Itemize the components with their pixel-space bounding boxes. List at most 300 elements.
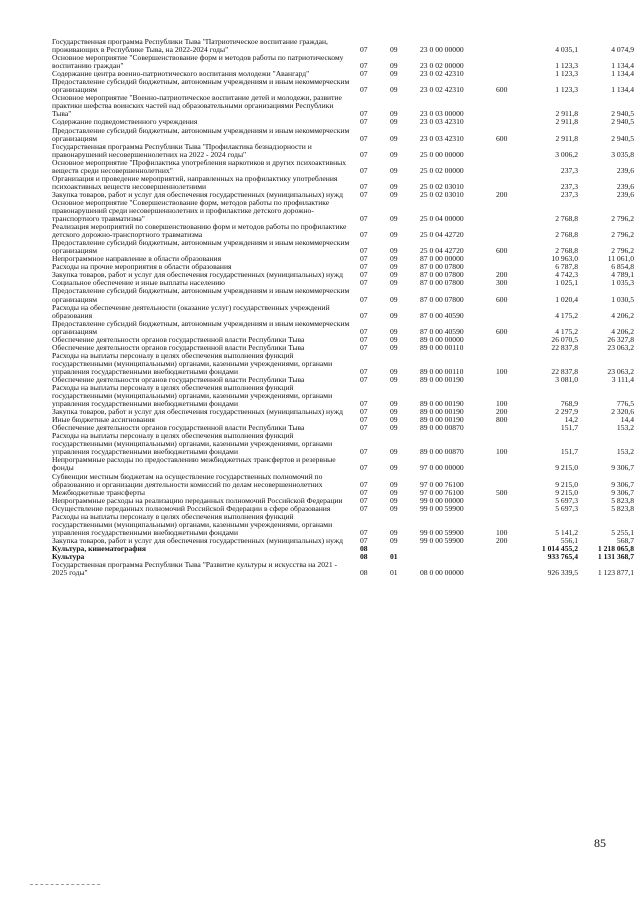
subsection-cell: 09 bbox=[390, 230, 398, 240]
amount-year2-cell: 568,7 bbox=[616, 535, 634, 545]
amount-year1-cell: 3 081,0 bbox=[555, 374, 578, 384]
table-row bbox=[52, 432, 634, 456]
section-cell: 07 bbox=[360, 117, 368, 127]
subsection-cell: 09 bbox=[390, 69, 398, 79]
subsection-cell: 09 bbox=[390, 133, 398, 143]
amount-year1-cell: 2 911,8 bbox=[555, 117, 578, 127]
amount-year2-cell: 6 854,8 bbox=[611, 262, 634, 272]
table-row bbox=[52, 159, 634, 175]
amount-year2-cell: 153,2 bbox=[616, 447, 634, 457]
expense-type-cell: 300 bbox=[496, 278, 508, 288]
target-article-cell: 08 0 00 00000 bbox=[420, 568, 464, 578]
subsection-cell: 09 bbox=[390, 463, 398, 473]
subsection-cell: 09 bbox=[390, 527, 398, 537]
amount-year2-cell: 14,4 bbox=[620, 415, 634, 425]
section-cell: 07 bbox=[360, 246, 368, 256]
expense-type-cell bbox=[496, 143, 526, 159]
section-cell: 07 bbox=[360, 399, 368, 409]
amount-year1-cell: 1 123,3 bbox=[555, 85, 578, 95]
expense-type-cell: 600 bbox=[496, 294, 508, 304]
expense-type-cell bbox=[496, 497, 526, 505]
row-name-cell: Расходы на выплаты персоналу в целях обеспечения выполнения функций государственными (муниципальными) органами, казенными учреждениями, органами управления государственными внебюджетными фондами bbox=[52, 383, 333, 409]
subsection-cell: 09 bbox=[390, 423, 398, 433]
amount-year1-cell: 2 768,8 bbox=[555, 246, 578, 256]
expense-type-cell: 500 bbox=[496, 487, 508, 497]
expense-type-cell bbox=[496, 424, 526, 432]
subsection-cell: 09 bbox=[390, 181, 398, 191]
target-article-cell: 87 0 00 07800 bbox=[420, 270, 464, 280]
expense-type-cell bbox=[496, 175, 526, 191]
subsection-cell: 01 bbox=[390, 568, 398, 578]
table-row bbox=[52, 352, 634, 376]
target-article-cell: 97 0 00 76100 bbox=[420, 487, 464, 497]
section-cell: 07 bbox=[360, 189, 368, 199]
amount-year1-cell: 6 787,8 bbox=[555, 262, 578, 272]
expense-type-cell bbox=[496, 456, 526, 472]
section-cell: 07 bbox=[360, 61, 368, 71]
expense-type-cell: 100 bbox=[496, 447, 508, 457]
amount-year2-cell: 1 123 877,1 bbox=[597, 568, 634, 578]
table-row bbox=[52, 175, 634, 191]
amount-year1-cell: 9 215,0 bbox=[555, 463, 578, 473]
row-name-cell: Основное мероприятие "Военно-патриотическое воспитание детей и молодежи, развитие практики шефства воинских частей над образовательными организациями Республики Тыва" bbox=[52, 93, 342, 119]
amount-year1-cell: 237,3 bbox=[560, 181, 578, 191]
table-row bbox=[52, 304, 634, 320]
target-article-cell: 99 0 00 59900 bbox=[420, 503, 464, 513]
amount-year2-cell: 4 206,2 bbox=[611, 326, 634, 336]
expense-type-cell bbox=[496, 545, 526, 553]
subsection-cell: 09 bbox=[390, 399, 398, 409]
row-name-cell: Межбюджетные трансферты bbox=[52, 487, 145, 497]
table-row bbox=[52, 127, 634, 143]
amount-year2-cell: 5 823,8 bbox=[611, 495, 634, 505]
amount-year1-cell: 10 963,0 bbox=[551, 254, 578, 264]
expense-type-cell: 200 bbox=[496, 189, 508, 199]
subsection-cell: 09 bbox=[390, 214, 398, 224]
amount-year2-cell: 153,2 bbox=[616, 423, 634, 433]
row-name-cell: Содержание подведомственного учреждения bbox=[52, 117, 198, 127]
subsection-cell: 09 bbox=[390, 479, 398, 489]
section-cell: 07 bbox=[360, 487, 368, 497]
row-name-cell: Непрограммные расходы по предоставлению межбюджетных трансфертов и резервные фонды bbox=[52, 455, 336, 473]
amount-year1-cell: 9 215,0 bbox=[555, 487, 578, 497]
table-row bbox=[52, 287, 634, 303]
subsection-cell: 09 bbox=[390, 61, 398, 71]
amount-year1-cell: 1 014 455,2 bbox=[541, 543, 578, 553]
section-cell: 08 bbox=[360, 552, 368, 561]
section-cell: 07 bbox=[360, 326, 368, 336]
table-row bbox=[52, 199, 634, 223]
row-name-cell: Основное мероприятие "Совершенствование форм, методов работы по профилактике правонарушений среди несовершеннолетних и профилактике детского дорожно-транспортного травматизма" bbox=[52, 197, 330, 224]
row-name-cell: Непрограммное направление в области образования bbox=[52, 254, 222, 264]
row-name-cell: Реализация мероприятий по совершенствованию форм и методов работы по профилактике детского дорожно-транспортного травматизма bbox=[52, 222, 347, 240]
section-cell: 07 bbox=[360, 69, 368, 79]
table-row bbox=[52, 456, 634, 472]
table-row bbox=[52, 78, 634, 94]
expense-type-cell: 200 bbox=[496, 535, 508, 545]
amount-year1-cell: 14,2 bbox=[564, 415, 578, 425]
target-article-cell: 89 0 00 00870 bbox=[420, 423, 464, 433]
target-article-cell: 23 0 02 42310 bbox=[420, 69, 464, 79]
amount-year1-cell: 2 768,8 bbox=[555, 214, 578, 224]
target-article-cell: 87 0 00 40590 bbox=[420, 310, 464, 320]
amount-year2-cell: 2 940,5 bbox=[611, 117, 634, 127]
amount-year2-cell: 2 796,2 bbox=[611, 214, 634, 224]
expense-type-cell bbox=[496, 255, 526, 263]
expense-type-cell: 100 bbox=[496, 527, 508, 537]
subsection-cell: 09 bbox=[390, 262, 398, 272]
row-name-cell: Расходы на обеспечение деятельности (оказание услуг) государственных учреждений образования bbox=[52, 302, 330, 320]
amount-year1-cell: 151,7 bbox=[560, 447, 578, 457]
subsection-cell: 09 bbox=[390, 45, 398, 55]
expense-type-cell: 200 bbox=[496, 270, 508, 280]
target-article-cell: 23 0 03 42310 bbox=[420, 117, 464, 127]
row-name-cell: Обеспечение деятельности органов государственной власти Республики Тыва bbox=[52, 342, 305, 352]
budget-table-body bbox=[52, 38, 634, 577]
target-article-cell: 25 0 04 00000 bbox=[420, 214, 464, 224]
section-cell: 07 bbox=[360, 479, 368, 489]
target-article-cell: 25 0 02 00000 bbox=[420, 165, 464, 175]
target-article-cell: 89 0 00 00190 bbox=[420, 399, 464, 409]
amount-year1-cell: 22 837,8 bbox=[551, 342, 578, 352]
amount-year1-cell: 1 123,3 bbox=[555, 61, 578, 71]
target-article-cell: 89 0 00 00190 bbox=[420, 415, 464, 425]
target-article-cell: 25 0 04 42720 bbox=[420, 230, 464, 240]
target-article-cell: 23 0 02 00000 bbox=[420, 61, 464, 71]
amount-year1-cell: 556,1 bbox=[560, 535, 578, 545]
subsection-cell: 09 bbox=[390, 326, 398, 336]
row-name-cell: Организация и проведение мероприятий, направленных на профилактику употребления психоактивных веществ несовершеннолетними bbox=[52, 173, 338, 191]
row-name-cell: Предоставление субсидий бюджетным, автономным учреждениям и иным некоммерческим организациям bbox=[52, 238, 350, 256]
amount-year2-cell: 4 789,1 bbox=[611, 270, 634, 280]
expense-type-cell bbox=[496, 223, 526, 239]
amount-year1-cell: 2 911,8 bbox=[555, 133, 578, 143]
target-article-cell bbox=[420, 553, 496, 561]
row-name-cell: Основное мероприятие "Совершенствование форм и методов работы по патриотическому воспитанию граждан" bbox=[52, 53, 344, 71]
amount-year1-cell: 926 339,5 bbox=[547, 568, 578, 578]
target-article-cell: 87 0 00 07800 bbox=[420, 278, 464, 288]
row-name-cell: Иные бюджетные ассигнования bbox=[52, 415, 155, 425]
table-row bbox=[52, 94, 634, 118]
expense-type-cell bbox=[496, 553, 526, 561]
section-cell: 07 bbox=[360, 495, 368, 505]
table-row bbox=[52, 38, 634, 54]
expense-type-cell bbox=[496, 199, 526, 223]
amount-year2-cell: 5 255,1 bbox=[611, 527, 634, 537]
target-article-cell: 89 0 00 00190 bbox=[420, 374, 464, 384]
amount-year2-cell: 776,5 bbox=[616, 399, 634, 409]
section-cell: 07 bbox=[360, 294, 368, 304]
target-article-cell: 89 0 00 00000 bbox=[420, 334, 464, 344]
subsection-cell: 09 bbox=[390, 246, 398, 256]
row-name-cell: Государственная программа Республики Тыва "Патриотическое воспитание граждан, проживающих в Республике Тыва, на 2022-2024 годы" bbox=[52, 37, 328, 55]
amount-year2-cell: 9 306,7 bbox=[611, 463, 634, 473]
section-cell: 07 bbox=[360, 262, 368, 272]
table-row bbox=[52, 384, 634, 408]
amount-year2-cell: 1 131 368,7 bbox=[597, 552, 634, 561]
section-cell: 07 bbox=[360, 503, 368, 513]
section-cell: 07 bbox=[360, 165, 368, 175]
amount-year1-cell: 4 035,1 bbox=[555, 45, 578, 55]
target-article-cell: 23 0 00 00000 bbox=[420, 45, 464, 55]
subsection-cell: 09 bbox=[390, 495, 398, 505]
subsection-cell: 09 bbox=[390, 415, 398, 425]
section-cell: 07 bbox=[360, 463, 368, 473]
row-name-cell: Обеспечение деятельности органов государственной власти Республики Тыва bbox=[52, 423, 305, 433]
target-article-cell: 99 0 00 59900 bbox=[420, 527, 464, 537]
subsection-cell: 09 bbox=[390, 407, 398, 417]
section-cell: 07 bbox=[360, 342, 368, 352]
row-name-cell: Содержание центра военно-патриотического воспитания молодежи "Авангард" bbox=[52, 69, 310, 79]
section-cell: 07 bbox=[360, 149, 368, 159]
row-name-cell: Культура bbox=[52, 552, 85, 561]
amount-year2-cell: 23 063,2 bbox=[607, 342, 634, 352]
amount-year2-cell: 239,6 bbox=[616, 189, 634, 199]
expense-type-cell bbox=[496, 376, 526, 384]
subsection-cell: 09 bbox=[390, 85, 398, 95]
section-cell: 07 bbox=[360, 230, 368, 240]
row-name-cell: Предоставление субсидий бюджетным, автономным учреждениям и иным некоммерческим организациям bbox=[52, 77, 350, 95]
section-cell: 07 bbox=[360, 415, 368, 425]
subsection-cell: 09 bbox=[390, 366, 398, 376]
expense-type-cell bbox=[496, 118, 526, 126]
amount-year2-cell: 1 134,4 bbox=[611, 61, 634, 71]
target-article-cell: 89 0 00 00110 bbox=[420, 366, 464, 376]
section-cell: 07 bbox=[360, 407, 368, 417]
target-article-cell: 99 0 00 00000 bbox=[420, 495, 464, 505]
expense-type-cell: 600 bbox=[496, 246, 508, 256]
amount-year2-cell: 2 940,5 bbox=[611, 109, 634, 119]
budget-table-sheet bbox=[52, 37, 634, 578]
section-cell: 07 bbox=[360, 334, 368, 344]
subsection-cell: 09 bbox=[390, 487, 398, 497]
amount-year2-cell: 9 306,7 bbox=[611, 487, 634, 497]
section-cell: 07 bbox=[360, 254, 368, 264]
row-name-cell: Непрограммные расходы на реализацию переданных полномочий Российской Федерации bbox=[52, 495, 343, 505]
amount-year2-cell: 2 796,2 bbox=[611, 246, 634, 256]
table-row bbox=[52, 473, 634, 489]
expense-type-cell bbox=[496, 505, 526, 513]
amount-year2-cell: 1 134,4 bbox=[611, 85, 634, 95]
amount-year2-cell: 1 218 065,8 bbox=[597, 543, 634, 553]
expense-type-cell: 200 bbox=[496, 407, 508, 417]
subsection-cell: 09 bbox=[390, 117, 398, 127]
amount-year1-cell: 151,7 bbox=[560, 423, 578, 433]
amount-year1-cell: 9 215,0 bbox=[555, 479, 578, 489]
target-article-cell: 23 0 03 00000 bbox=[420, 109, 464, 119]
expense-type-cell: 100 bbox=[496, 399, 508, 409]
amount-year1-cell: 4 742,3 bbox=[555, 270, 578, 280]
row-name-cell: Субвенции местным бюджетам на осуществление государственных полномочий по образованию и организации деятельности комиссий по делам несовершеннолетних bbox=[52, 471, 323, 489]
expense-type-cell bbox=[496, 54, 526, 70]
row-name-cell: Обеспечение деятельности органов государственной власти Республики Тыва bbox=[52, 374, 305, 384]
section-cell: 07 bbox=[360, 366, 368, 376]
section-cell: 07 bbox=[360, 278, 368, 288]
expense-type-cell bbox=[496, 344, 526, 352]
table-row bbox=[52, 143, 634, 159]
amount-year2-cell: 4 206,2 bbox=[611, 310, 634, 320]
section-cell: 07 bbox=[360, 374, 368, 384]
row-name-cell: Культура, кинематография bbox=[52, 543, 147, 553]
expense-type-cell bbox=[496, 70, 526, 78]
expense-type-cell: 600 bbox=[496, 326, 508, 336]
target-article-cell: 89 0 00 00870 bbox=[420, 447, 464, 457]
amount-year2-cell: 5 823,8 bbox=[611, 503, 634, 513]
target-article-cell: 23 0 03 42310 bbox=[420, 133, 464, 143]
subsection-cell: 09 bbox=[390, 503, 398, 513]
row-name-cell: Расходы на выплаты персоналу в целях обеспечения выполнения функций государственными (муниципальными) органами, казенными учреждениями, органами управления государственными внебюджетными фондами bbox=[52, 511, 333, 537]
amount-year1-cell: 5 697,3 bbox=[555, 495, 578, 505]
amount-year1-cell: 5 697,3 bbox=[555, 503, 578, 513]
row-name-cell: Расходы на выплаты персоналу в целях обеспечения выполнения функций государственными (муниципальными) органами, казенными учреждениями, органами управления государственными внебюджетными фондами bbox=[52, 350, 333, 376]
target-article-cell bbox=[420, 545, 496, 553]
section-cell: 07 bbox=[360, 214, 368, 224]
expense-type-cell: 600 bbox=[496, 133, 508, 143]
table-row bbox=[52, 545, 634, 553]
row-name-cell: Расходы на выплаты персоналу в целях обеспечения выполнения функций государственными (муниципальными) органами, казенными учреждениями, органами управления государственными внебюджетными фондами bbox=[52, 431, 333, 457]
expense-type-cell bbox=[496, 38, 526, 54]
budget-table bbox=[52, 38, 634, 577]
expense-type-cell bbox=[496, 336, 526, 344]
amount-year1-cell: 1 025,1 bbox=[555, 278, 578, 288]
subsection-cell: 09 bbox=[390, 294, 398, 304]
amount-year1-cell: 26 070,5 bbox=[551, 334, 578, 344]
subsection-cell: 09 bbox=[390, 270, 398, 280]
row-name-cell: Предоставление субсидий бюджетным, автономным учреждениям и иным некоммерческим организациям bbox=[52, 318, 350, 336]
section-cell: 08 bbox=[360, 543, 368, 553]
expense-type-cell: 600 bbox=[496, 85, 508, 95]
row-name-cell: Закупка товаров, работ и услуг для обеспечения государственных (муниципальных) нужд bbox=[52, 189, 343, 199]
amount-year1-cell: 237,3 bbox=[560, 189, 578, 199]
subsection-cell: 09 bbox=[390, 342, 398, 352]
amount-year1-cell: 768,9 bbox=[560, 399, 578, 409]
expense-type-cell: 800 bbox=[496, 415, 508, 425]
row-name-cell: Предоставление субсидий бюджетным, автономным учреждениям и иным некоммерческим организациям bbox=[52, 125, 350, 143]
section-cell: 07 bbox=[360, 109, 368, 119]
subsection-cell: 09 bbox=[390, 189, 398, 199]
page-number: 85 bbox=[594, 836, 606, 850]
amount-year1-cell: 2 768,8 bbox=[555, 230, 578, 240]
amount-year2-cell: 1 134,4 bbox=[611, 69, 634, 79]
target-article-cell: 25 0 02 03010 bbox=[420, 181, 464, 191]
target-article-cell: 99 0 00 59900 bbox=[420, 535, 464, 545]
target-article-cell: 97 0 00 76100 bbox=[420, 479, 464, 489]
target-article-cell: 23 0 02 42310 bbox=[420, 85, 464, 95]
table-row bbox=[52, 513, 634, 537]
subsection-cell: 09 bbox=[390, 334, 398, 344]
amount-year1-cell: 5 141,2 bbox=[555, 527, 578, 537]
section-cell: 07 bbox=[360, 527, 368, 537]
target-article-cell: 87 0 00 07800 bbox=[420, 262, 464, 272]
target-article-cell: 87 0 00 00000 bbox=[420, 254, 464, 264]
table-row bbox=[52, 239, 634, 255]
expense-type-cell bbox=[496, 473, 526, 489]
subsection-cell: 09 bbox=[390, 374, 398, 384]
subsection-cell: 09 bbox=[390, 149, 398, 159]
amount-year1-cell: 1 123,3 bbox=[555, 69, 578, 79]
section-cell: 07 bbox=[360, 310, 368, 320]
section-cell: 07 bbox=[360, 181, 368, 191]
table-row bbox=[52, 561, 634, 577]
amount-year1-cell: 237,3 bbox=[560, 165, 578, 175]
expense-type-cell bbox=[496, 94, 526, 118]
section-cell: 07 bbox=[360, 45, 368, 55]
table-row bbox=[52, 320, 634, 336]
amount-year1-cell: 2 911,8 bbox=[555, 109, 578, 119]
subsection-cell: 09 bbox=[390, 165, 398, 175]
amount-year1-cell: 22 837,8 bbox=[551, 366, 578, 376]
row-name-cell: Предоставление субсидий бюджетным, автономным учреждениям и иным некоммерческим организациям bbox=[52, 286, 350, 304]
table-row bbox=[52, 223, 634, 239]
section-cell: 07 bbox=[360, 535, 368, 545]
section-cell: 08 bbox=[360, 568, 368, 578]
target-article-cell: 87 0 00 40590 bbox=[420, 326, 464, 336]
row-name-cell: Закупка товаров, работ и услуг для обеспечения государственных (муниципальных) нужд bbox=[52, 270, 343, 280]
amount-year2-cell: 239,6 bbox=[616, 165, 634, 175]
amount-year1-cell: 4 175,2 bbox=[555, 326, 578, 336]
target-article-cell: 89 0 00 00110 bbox=[420, 342, 464, 352]
row-name-cell: Социальное обеспечение и иные выплаты населению bbox=[52, 278, 225, 288]
scan-artifact-line bbox=[30, 884, 100, 888]
target-article-cell: 87 0 00 07800 bbox=[420, 294, 464, 304]
target-article-cell: 89 0 00 00190 bbox=[420, 407, 464, 417]
amount-year1-cell: 2 297,9 bbox=[555, 407, 578, 417]
amount-year1-cell: 4 175,2 bbox=[555, 310, 578, 320]
amount-year1-cell: 3 006,2 bbox=[555, 149, 578, 159]
amount-year2-cell: 239,6 bbox=[616, 181, 634, 191]
amount-year2-cell: 3 111,4 bbox=[611, 374, 634, 384]
amount-year2-cell: 23 063,2 bbox=[607, 366, 634, 376]
amount-year2-cell: 2 796,2 bbox=[611, 230, 634, 240]
row-name-cell: Расходы на прочие мероприятия в области образования bbox=[52, 262, 232, 272]
section-cell: 07 bbox=[360, 423, 368, 433]
section-cell: 07 bbox=[360, 270, 368, 280]
amount-year2-cell: 1 035,3 bbox=[611, 278, 634, 288]
target-article-cell: 25 0 04 42720 bbox=[420, 246, 464, 256]
section-cell: 07 bbox=[360, 85, 368, 95]
amount-year2-cell: 2 320,6 bbox=[611, 407, 634, 417]
subsection-cell: 09 bbox=[390, 109, 398, 119]
row-name-cell: Осуществление переданных полномочий Российской Федерации в сфере образования bbox=[52, 503, 331, 513]
row-name-cell: Основное мероприятие "Профилактика употребления наркотиков и других психоактивных веществ среди несовершеннолетних" bbox=[52, 157, 347, 175]
row-name-cell: Государственная программа Республики Тыва "Профилактика безнадзорности и правонарушений несовершеннолетних на 2022 - 2024 годы" bbox=[52, 141, 312, 159]
expense-type-cell bbox=[496, 561, 526, 577]
target-article-cell: 25 0 00 00000 bbox=[420, 149, 464, 159]
amount-year2-cell: 26 327,8 bbox=[607, 334, 634, 344]
subsection-cell: 09 bbox=[390, 278, 398, 288]
expense-type-cell bbox=[496, 304, 526, 320]
amount-year2-cell: 9 306,7 bbox=[611, 479, 634, 489]
row-name-cell: Государственная программа Республики Тыва "Развитие культуры и искусства на 2021 - 2025 годы" bbox=[52, 560, 338, 578]
subsection-cell: 09 bbox=[390, 310, 398, 320]
amount-year1-cell: 1 020,4 bbox=[555, 294, 578, 304]
section-cell: 07 bbox=[360, 133, 368, 143]
expense-type-cell bbox=[496, 159, 526, 175]
amount-year2-cell: 4 074,9 bbox=[611, 45, 634, 55]
expense-type-cell: 100 bbox=[496, 366, 508, 376]
row-name-cell: Закупка товаров, работ и услуг для обеспечения государственных (муниципальных) нужд bbox=[52, 535, 343, 545]
target-article-cell: 25 0 02 03010 bbox=[420, 189, 464, 199]
subsection-cell: 09 bbox=[390, 254, 398, 264]
amount-year1-cell: 933 765,4 bbox=[547, 552, 578, 561]
subsection-cell: 01 bbox=[390, 552, 398, 561]
section-cell: 07 bbox=[360, 447, 368, 457]
table-row bbox=[52, 54, 634, 70]
subsection-cell: 09 bbox=[390, 447, 398, 457]
amount-year2-cell: 11 061,0 bbox=[607, 254, 634, 264]
amount-year2-cell: 1 030,5 bbox=[611, 294, 634, 304]
row-name-cell: Обеспечение деятельности органов государственной власти Республики Тыва bbox=[52, 334, 305, 344]
